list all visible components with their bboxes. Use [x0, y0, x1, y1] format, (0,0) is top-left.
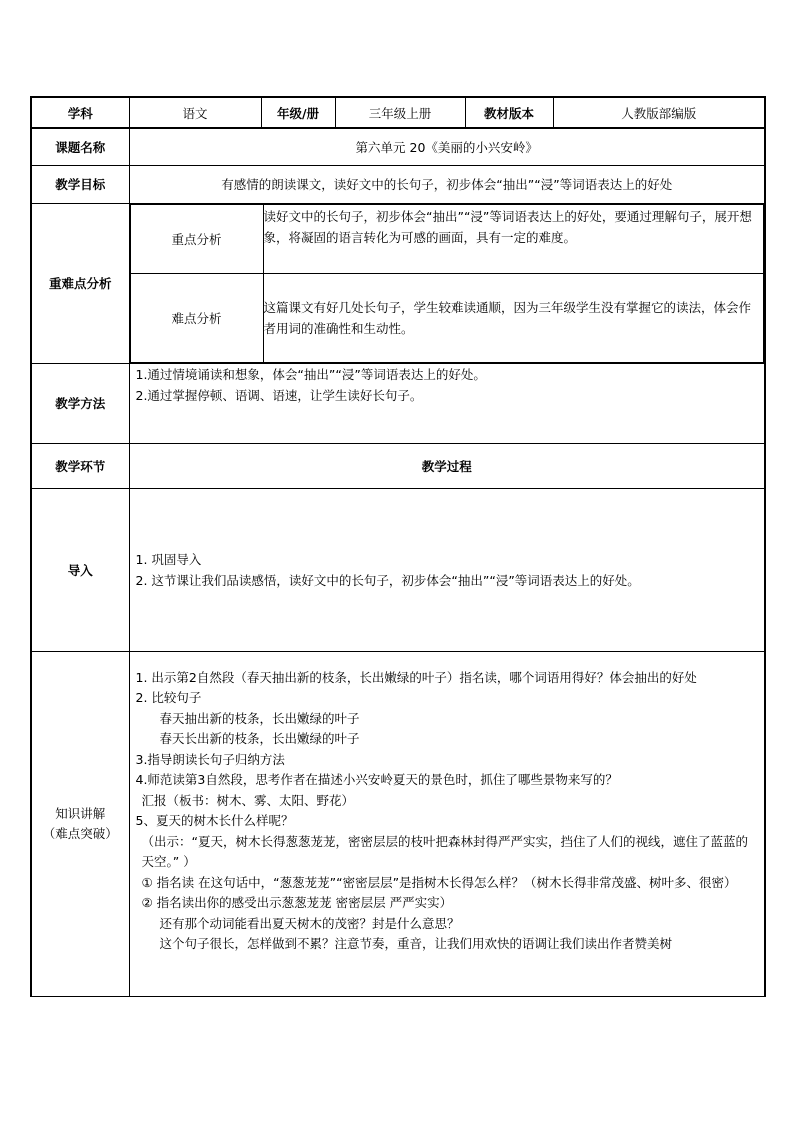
goal-row [31, 165, 765, 203]
knowledge-line: 3.指导朗读长句子归纳方法 [135, 751, 285, 767]
edition-label: 教材版本 [465, 97, 553, 128]
knowledge-line: 春天长出新的枝条，长出嫩绿的叶子 [159, 731, 360, 746]
knowledge-line: 5、夏天的树木长什么样呢？ [135, 813, 294, 828]
knowledge-label-line1: 知识讲解 [55, 805, 106, 821]
intro-item: 2. 这节课让我们品读感悟，读好文中的长句子，初步体会“抽出”“浸”等词语表达上的好处。 [135, 572, 640, 588]
edition-value: 人教版部编版 [553, 97, 765, 128]
header-row [31, 97, 765, 128]
knowledge-line: 春天抽出新的枝条，长出嫩绿的叶子 [159, 710, 360, 726]
method-item: 2.通过掌握停顿、语调、语速，让学生读好长句子。 [135, 387, 423, 403]
knowledge-cell [129, 651, 765, 996]
grade-value: 三年级上册 [335, 97, 465, 128]
knowledge-line: ② 指名读出你的感受出示葱葱茏茏 密密层层 严严实实） [141, 895, 453, 910]
process-step-label: 教学环节 [31, 443, 129, 488]
key-points-row [31, 203, 765, 363]
difficulty-label: 难点分析 [130, 273, 263, 362]
focus-text: 读好文中的长句子，初步体会“抽出”“浸”等词语表达上的好处，要通过理解句子，展开想象，将凝固的语言转化为可感的画面，具有一定的难度。 [263, 204, 764, 273]
methods-label: 教学方法 [31, 363, 129, 443]
intro-label: 导入 [31, 488, 129, 651]
grade-label: 年级/册 [261, 97, 335, 128]
methods-row [31, 363, 765, 443]
knowledge-line: 这个句子很长，怎样做到不累？注意节奏，重音，让我们用欢快的语调让我们读出作者赞美树 [159, 936, 673, 951]
subject-value: 语文 [129, 97, 261, 128]
knowledge-row [31, 651, 765, 996]
key-points-cell [129, 203, 765, 363]
intro-row [31, 488, 765, 651]
goal-label: 教学目标 [31, 165, 129, 203]
goal-text: 有感情的朗读课文，读好文中的长句子，初步体会“抽出”“浸”等词语表达上的好处 [129, 165, 765, 203]
intro-cell [129, 488, 765, 651]
key-points-subtable [130, 204, 765, 363]
focus-label: 重点分析 [130, 204, 263, 273]
lesson-label: 课题名称 [31, 128, 129, 165]
knowledge-line: 4.师范读第3自然段，思考作者在描述小兴安岭夏天的景色时，抓住了哪些景物来写的？ [135, 772, 618, 787]
lesson-title: 第六单元 20《美丽的小兴安岭》 [129, 128, 765, 165]
process-header-row [31, 443, 765, 488]
knowledge-line: 2. 比较句子 [135, 690, 202, 705]
lesson-row [31, 128, 765, 165]
methods-cell [129, 363, 765, 443]
process-title: 教学过程 [129, 443, 765, 488]
difficulty-text: 这篇课文有好几处长句子，学生较难读通顺，因为三年级学生没有掌握它的读法，体会作者用词的准确性和生动性。 [263, 273, 764, 362]
knowledge-label-line2: （难点突破） [42, 825, 118, 841]
intro-item: 1. 巩固导入 [135, 551, 202, 567]
subject-label: 学科 [31, 97, 129, 128]
knowledge-line: （出示：“夏天，树木长得葱葱茏茏，密密层层的枝叶把森林封得严严实实，挡住了人们的视线，遮住了蓝蓝的天空。” ） [141, 833, 748, 869]
key-points-label: 重难点分析 [31, 203, 129, 363]
knowledge-line: ① 指名读 在这句话中，“葱葱茏茏”“密密层层”是指树木长得怎么样？（树木长得非常茂盛、树叶多、很密） [141, 874, 737, 890]
lesson-plan-table [30, 96, 766, 997]
knowledge-line: 1. 出示第2自然段（春天抽出新的枝条，长出嫩绿的叶子）指名读，哪个词语用得好？体会抽出的好处 [135, 669, 697, 685]
method-item: 1.通过情境诵读和想象，体会“抽出”“浸”等词语表达上的好处。 [135, 366, 486, 382]
knowledge-label [31, 651, 129, 996]
knowledge-line: 还有那个动词能看出夏天树木的茂密？封是什么意思？ [159, 915, 460, 931]
knowledge-line: 汇报（板书：树木、雾、太阳、野花） [141, 792, 355, 808]
